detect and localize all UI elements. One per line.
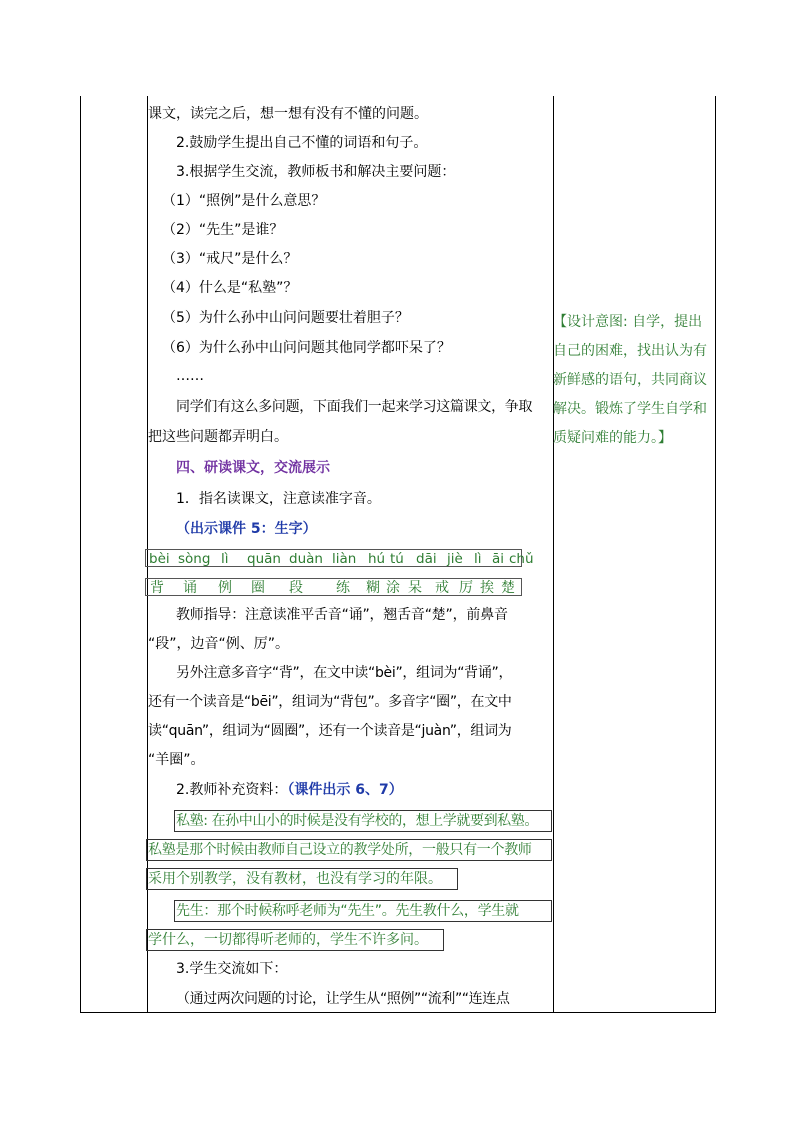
step-3-exchange: 3.学生交流如下： — [176, 961, 288, 977]
design-intent-line: 新鲜感的语句，共同商议 — [553, 372, 707, 388]
question-1: （1）“照例”是什么意思？ — [162, 193, 326, 209]
character: 呆 — [408, 580, 422, 596]
info-box: 私塾是那个时候由教师自己设立的教学处所，一般只有一个教师 — [146, 839, 552, 861]
character-row — [145, 578, 522, 596]
character: 楚 — [501, 580, 515, 596]
courseware-label: （出示课件 5：生字） — [176, 521, 317, 537]
step-2-label: 2.教师补充资料： — [176, 782, 288, 798]
pinyin: lì — [474, 551, 482, 567]
pinyin: jiè — [447, 551, 463, 567]
character: 涂 — [386, 580, 400, 596]
pinyin: liàn — [332, 551, 357, 567]
polyphone-note: “羊圈”。 — [148, 752, 205, 768]
character: 练 — [336, 580, 350, 596]
character: 背 — [150, 580, 164, 596]
pinyin-row — [145, 549, 534, 567]
body-line: 课文，读完之后，想一想有没有不懂的问题。 — [148, 106, 428, 122]
pinyin: āi — [492, 551, 505, 567]
courseware-label: （课件出示 6、7） — [287, 782, 403, 798]
pinyin: sòng — [178, 551, 211, 567]
info-box: 私塾: 在孙中山小的时候是没有学校的，想上学就要到私塾。 — [174, 810, 552, 832]
step-3: 3.根据学生交流，教师板书和解决主要问题： — [176, 164, 456, 180]
question-3: （3）“戒尺”是什么？ — [162, 251, 298, 267]
paragraph-line: 把这些问题都弄明白。 — [148, 429, 288, 445]
pinyin: dāi — [416, 551, 437, 567]
design-intent-line: 自己的困难，找出认为有 — [553, 343, 707, 359]
design-intent-line: 【设计意图: 自学，提出 — [553, 314, 703, 330]
pinyin: bèi — [149, 551, 170, 567]
pinyin: quān — [247, 551, 281, 567]
ellipsis: …… — [176, 368, 204, 384]
pinyin: hú — [368, 551, 386, 567]
info-box: 采用个别教学，没有教材，也没有学习的年限。 — [146, 868, 458, 890]
body-line: （通过两次问题的讨论，让学生从“照例”“流利”“连连点 — [176, 991, 510, 1007]
design-intent-line: 解决。锻炼了学生自学和 — [553, 401, 707, 417]
info-box: 先生：那个时候称呼老师为“先生”。先生教什么，学生就 — [174, 900, 552, 922]
pinyin: tú — [390, 551, 404, 567]
character: 圈 — [251, 580, 265, 596]
question-5: （5）为什么孙中山问问题要壮着胆子？ — [162, 310, 409, 326]
step-1: 1．指名读课文，注意读准字音。 — [176, 491, 381, 507]
question-6: （6）为什么孙中山问问题其他同学都吓呆了？ — [162, 340, 451, 356]
character: 例 — [218, 580, 232, 596]
step-2: 2.鼓励学生提出自己不懂的词语和句子。 — [176, 135, 428, 151]
character: 戒 — [435, 580, 449, 596]
polyphone-note: 还有一个读音是“bēi”，组词为“背包”。多音字“圈”，在文中 — [148, 694, 512, 710]
character: 厉 — [459, 580, 473, 596]
character: 诵 — [183, 580, 197, 596]
teacher-guidance: “段”，边音“例、厉”。 — [148, 636, 290, 652]
pinyin: lì — [221, 551, 229, 567]
column-divider-right — [553, 96, 554, 1012]
character: 挨 — [480, 580, 494, 596]
pinyin: duàn — [289, 551, 323, 567]
polyphone-note: 另外注意多音字“背”，在文中读“bèi”，组词为“背诵”， — [176, 665, 513, 681]
paragraph-line: 同学们有这么多问题，下面我们一起来学习这篇课文，争取 — [176, 399, 533, 415]
teacher-guidance: 教师指导：注意读准平舌音“诵”，翘舌音“楚”，前鼻音 — [176, 607, 508, 623]
question-4: （4）什么是“私塾”？ — [162, 280, 298, 296]
question-2: （2）“先生”是谁？ — [162, 222, 284, 238]
section-heading: 四、研读课文，交流展示 — [176, 460, 330, 476]
pinyin: chǔ — [509, 551, 534, 567]
info-box: 学什么，一切都得听老师的，学生不许多问。 — [146, 929, 444, 951]
polyphone-note: 读“quān”，组词为“圆圈”，还有一个读音是“juàn”，组词为 — [148, 723, 512, 739]
character: 段 — [289, 580, 303, 596]
step-2-material — [176, 780, 403, 800]
character: 糊 — [366, 580, 380, 596]
design-intent-line: 质疑问难的能力。】 — [553, 430, 672, 446]
